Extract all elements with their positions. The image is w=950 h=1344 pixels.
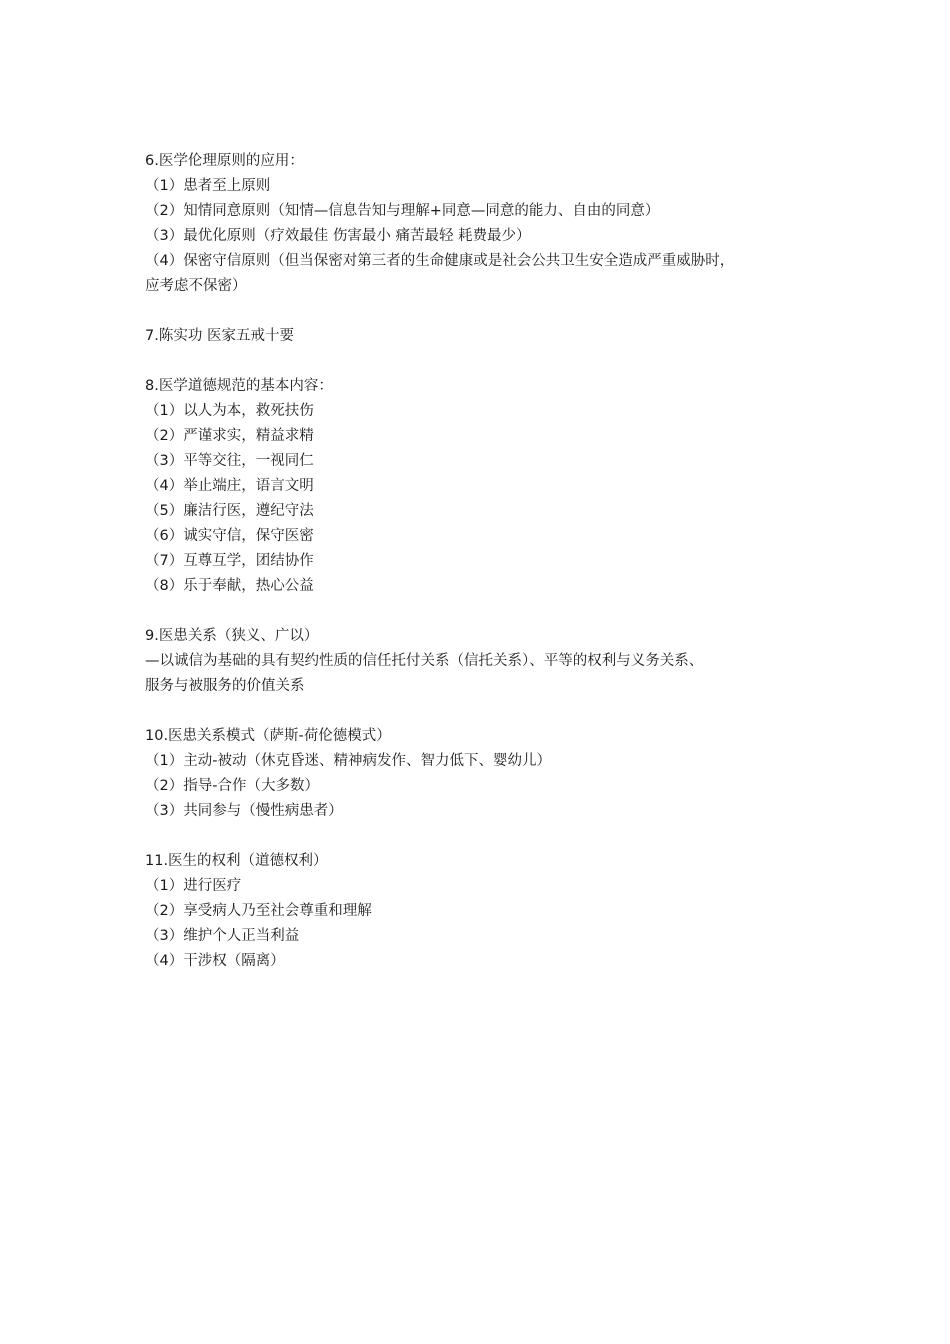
list-item: （8）乐于奉献，热心公益 (145, 578, 314, 594)
definition-text: —以诚信为基础的具有契约性质的信任托付关系（信托关系）、平等的权利与义务关系、 (145, 653, 704, 669)
list-item: （3）共同参与（慢性病患者） (145, 803, 343, 819)
list-item: （2）享受病人乃至社会尊重和理解 (145, 903, 372, 919)
list-item: （3）平等交往，一视同仁 (145, 453, 314, 469)
list-item: （2）知情同意原则（知情—信息告知与理解+同意—同意的能力、自由的同意） (145, 203, 660, 219)
section-heading-8: 8.医学道德规范的基本内容： (145, 378, 333, 394)
list-item: （1）主动-被动（休克昏迷、精神病发作、智力低下、婴幼儿） (145, 753, 551, 769)
definition-text-continuation: 服务与被服务的价值关系 (145, 678, 305, 694)
paragraph-spacer (145, 299, 825, 324)
section-heading-11: 11.医生的权利（道德权利） (145, 853, 328, 869)
list-item: （3）最优化原则（疗效最佳 伤害最小 痛苦最轻 耗费最少） (145, 228, 531, 244)
section-heading-6: 6.医学伦理原则的应用： (145, 153, 304, 169)
list-item: （1）以人为本，救死扶伤 (145, 403, 314, 419)
list-item: （2）指导-合作（大多数） (145, 778, 319, 794)
list-item: （2）严谨求实，精益求精 (145, 428, 314, 444)
list-item: （5）廉洁行医，遵纪守法 (145, 503, 314, 519)
list-item: （1）患者至上原则 (145, 178, 271, 194)
list-item: （1）进行医疗 (145, 878, 242, 894)
list-item-continuation: 应考虑不保密） (145, 278, 247, 294)
list-item: （4）干涉权（隔离） (145, 953, 285, 969)
list-item: （4）举止端庄，语言文明 (145, 478, 314, 494)
list-item: （3）维护个人正当利益 (145, 928, 300, 944)
section-heading-9: 9.医患关系（狭义、广以） (145, 628, 319, 644)
paragraph-spacer (145, 824, 825, 849)
section-heading-10: 10.医患关系模式（萨斯-荷伦德模式） (145, 728, 391, 744)
section-heading-7: 7.陈实功 医家五戒十要 (145, 328, 294, 344)
paragraph-spacer (145, 599, 825, 624)
list-item: （7）互尊互学，团结协作 (145, 553, 314, 569)
list-item: （4）保密守信原则（但当保密对第三者的生命健康或是社会公共卫生安全造成严重威胁时， (145, 253, 735, 269)
paragraph-spacer (145, 699, 825, 724)
document-body (145, 149, 825, 974)
list-item: （6）诚实守信，保守医密 (145, 528, 314, 544)
paragraph-spacer (145, 349, 825, 374)
